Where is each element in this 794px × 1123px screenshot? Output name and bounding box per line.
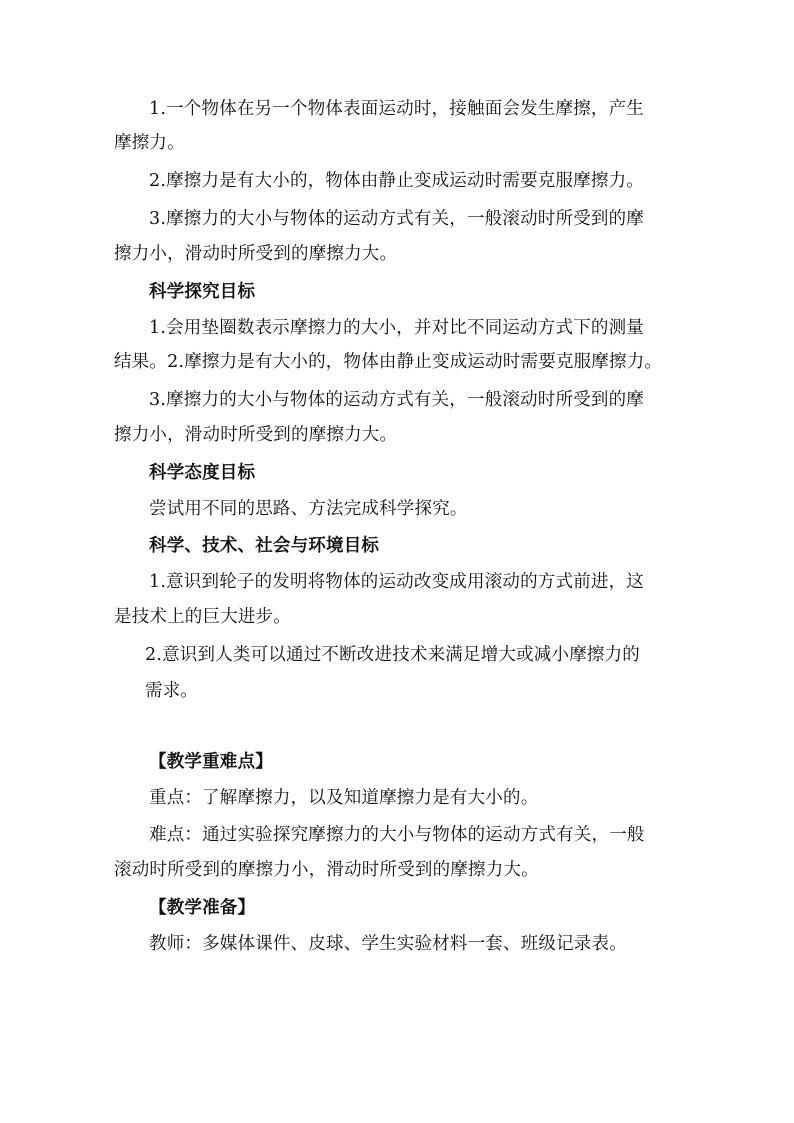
knowledge-item-2: 2.摩擦力是有大小的，物体由静止变成运动时需要克服摩擦力。 bbox=[149, 171, 644, 191]
attitude-line-1: 尝试用不同的思路、方法完成科学探究。 bbox=[149, 499, 468, 519]
inquiry-line-2: 结果。2.摩擦力是有大小的，物体由静止变成运动时需要克服摩擦力。 bbox=[114, 352, 663, 372]
stse-line-4: 需求。 bbox=[145, 681, 199, 701]
knowledge-item-3-line-2: 擦力小，滑动时所受到的摩擦力大。 bbox=[114, 244, 398, 264]
inquiry-line-3: 3.摩擦力的大小与物体的运动方式有关，一般滚动时所受到的摩 bbox=[149, 390, 644, 410]
preparation-teacher: 教师：多媒体课件、皮球、学生实验材料一套、班级记录表。 bbox=[149, 934, 627, 954]
key-points-heading: 【教学重难点】 bbox=[149, 752, 273, 772]
key-points-difficulty-line-1: 难点：通过实验探究摩擦力的大小与物体的运动方式有关，一般 bbox=[149, 825, 645, 845]
attitude-heading: 科学态度目标 bbox=[149, 463, 256, 483]
inquiry-line-1: 1.会用垫圈数表示摩擦力的大小，并对比不同运动方式下的测量 bbox=[149, 318, 644, 338]
preparation-heading: 【教学准备】 bbox=[149, 898, 256, 918]
stse-line-2: 是技术上的巨大进步。 bbox=[114, 607, 291, 627]
knowledge-item-1-line-2: 摩擦力。 bbox=[114, 133, 185, 153]
inquiry-line-4: 擦力小，滑动时所受到的摩擦力大。 bbox=[114, 425, 398, 445]
knowledge-item-3-line-1: 3.摩擦力的大小与物体的运动方式有关，一般滚动时所受到的摩 bbox=[149, 209, 644, 229]
key-points-difficulty-line-2: 滚动时所受到的摩擦力小，滑动时所受到的摩擦力大。 bbox=[114, 860, 539, 880]
stse-line-3: 2.意识到人类可以通过不断改进技术来满足增大或减小摩擦力的 bbox=[145, 645, 640, 665]
inquiry-heading: 科学探究目标 bbox=[149, 282, 256, 302]
stse-heading: 科学、技术、社会与环境目标 bbox=[149, 536, 380, 556]
key-points-focus: 重点：了解摩擦力，以及知道摩擦力是有大小的。 bbox=[149, 788, 539, 808]
stse-line-1: 1.意识到轮子的发明将物体的运动改变成用滚动的方式前进，这 bbox=[149, 572, 644, 592]
knowledge-item-1-line-1: 1.一个物体在另一个物体表面运动时，接触面会发生摩擦，产生 bbox=[149, 99, 644, 119]
